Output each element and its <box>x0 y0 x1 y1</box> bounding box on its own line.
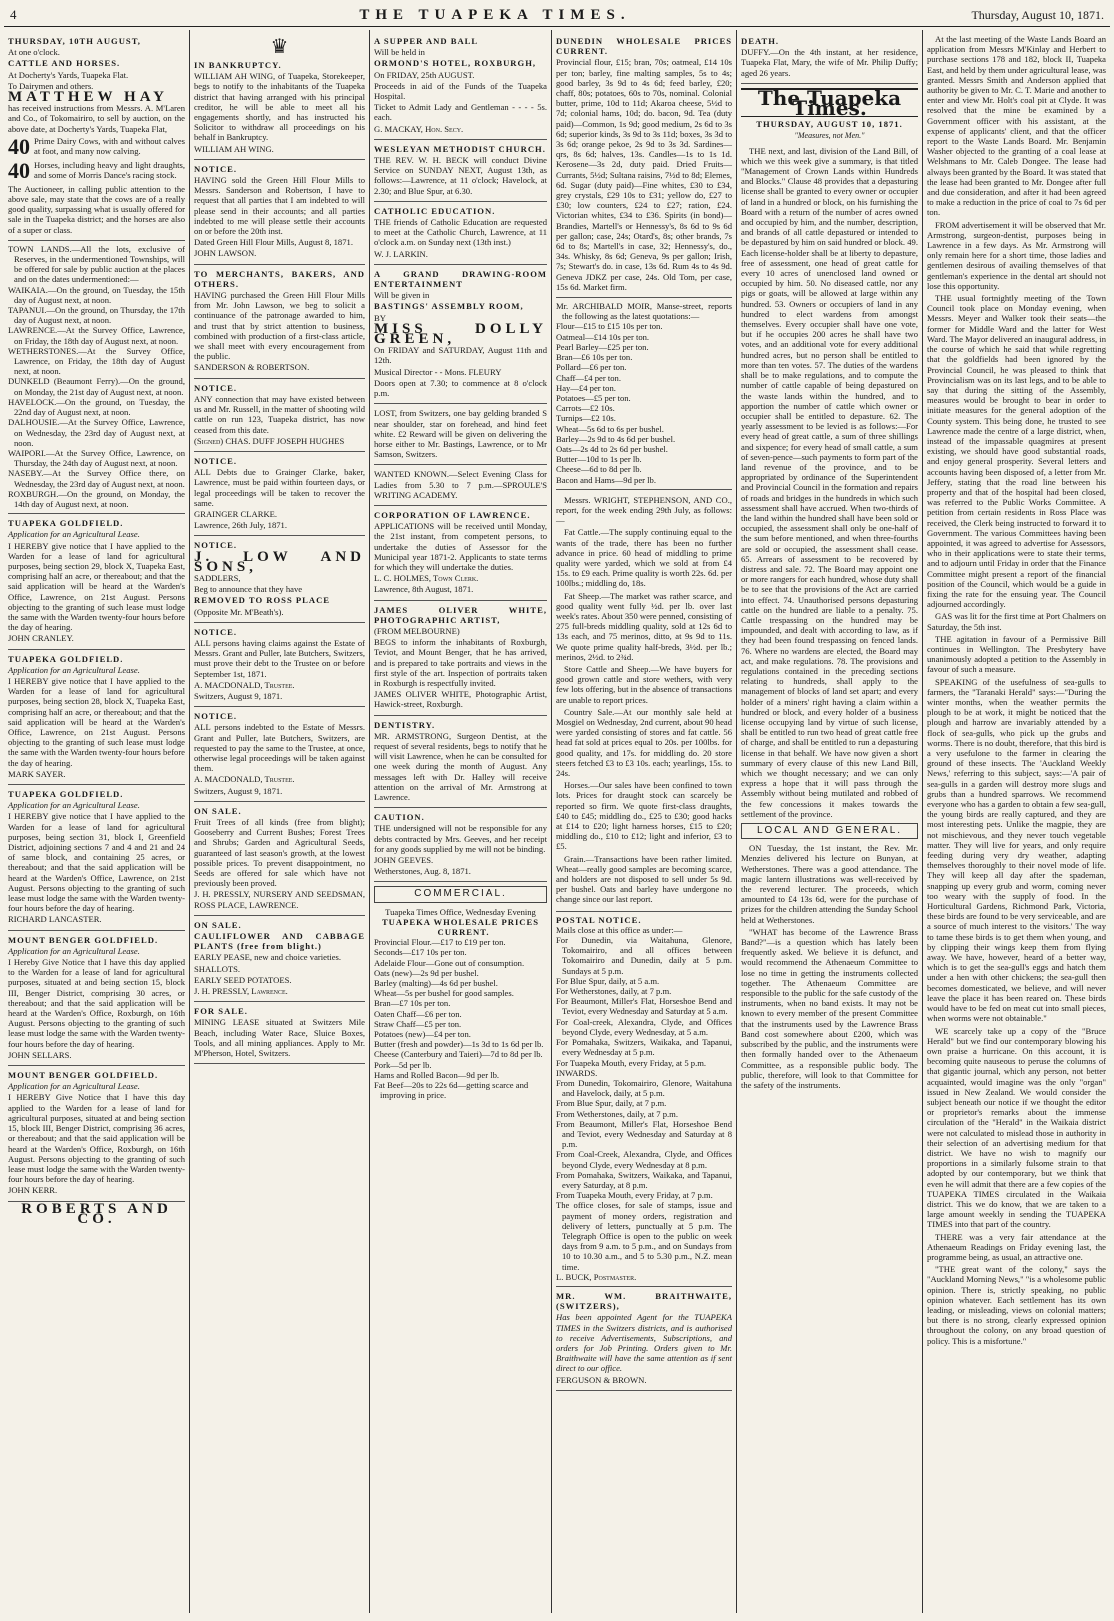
plants-sale <box>194 916 365 1002</box>
sale-shallots: SHALLOTS. <box>194 963 241 974</box>
report-paragraph: Horses.—Our sales have been confined to town lots. Prices for draught stock can scarcely be reported so firm. We quote first-class draughts, £40 to £45; middling do., £25 to £30; good hacks at £14 to £20; light harness horses, £15 to £20; middling do., £10 to £12; light and inferior, £3 to £5. <box>556 780 732 852</box>
price-item: Provincial Flour.—£17 to £19 per ton. <box>374 937 506 948</box>
notice-title: DEATH. <box>741 36 780 46</box>
town-lands-ad <box>8 241 185 514</box>
ad-line: Doors open at 7.30; to commence at 8 o'clock p.m. <box>374 377 547 399</box>
sale-body: MINING LEASE situated at Switzers Mile Beach, including Water Race, Sluice Boxes, Tools, and all mining appliances. Apply to Mr. M'Pherson, Hotel, Switzers. <box>194 1017 365 1059</box>
notice-title: MOUNT BENGER GOLDFIELD. <box>8 1070 159 1081</box>
postal-item: From Dunedin, Tokomairiro, Glenore, Waitahuna and Havelock, daily, at 5 p.m. <box>556 1077 732 1099</box>
ad-signature: L. C. HOLMES, Town Clerk. <box>374 573 479 584</box>
royal-crest-icon: ♛ <box>270 36 289 58</box>
column-6 <box>922 30 1110 1613</box>
notice-subtitle: Application for an Agricultural Lease. <box>8 800 140 811</box>
ad-line: Will be given in <box>374 290 430 301</box>
commercial-head: TUAPEKA WHOLESALE PRICES CURRENT. <box>381 916 540 938</box>
ad-signature: JOHN GEEVES. <box>374 855 434 866</box>
price-item: Potatoes (new)—£4 per ton. <box>374 1029 471 1040</box>
agent-notice <box>556 1287 732 1391</box>
notice-title: TUAPEKA GOLDFIELD. <box>8 789 124 799</box>
notice-body: I HEREBY give notice that I have applied to the Warden for a lease of land for agricultural purposes, being section 31, block I, Greenfield District, adjoining sections 7 and 4 and 21 and 24 of same block, and containing 25 acres, or thereabout; and that the said application will be heard at the Warden's Office, Lawrence, on 21st August. Persons objecting to the granting of such lease must lodge the same with the Warden twenty-four hours before the day of hearing. <box>8 811 185 914</box>
ad-date: Wetherstones, Aug. 8, 1871. <box>374 866 471 877</box>
notice-signature: WILLIAM AH WING. <box>194 143 274 154</box>
notice-signature: JOHN LAWSON. <box>194 248 257 259</box>
postal-item: For Wetherstones, daily, at 7 p.m. <box>556 986 672 997</box>
ad-title: CORPORATION OF LAWRENCE. <box>374 509 531 520</box>
notice-signature: JOHN SELLARS. <box>8 1049 72 1060</box>
quote-item: Carrots—£2 10s. <box>556 403 615 414</box>
postal-item: For Pomahaka, Switzers, Waikaka, and Tapanui, every Wednesday at 5 p.m. <box>556 1037 732 1058</box>
notice-signature: RICHARD LANCASTER. <box>8 914 102 925</box>
postal-item: From Beaumont, Miller's Flat, Horseshoe Bend and Teviot, every Wednesday and Saturday at 8 p.m. <box>556 1118 732 1150</box>
ad-line: Musical Director - - Mons. FLEURY <box>374 366 502 377</box>
notice-title: MOUNT BENGER GOLDFIELD. <box>8 934 159 945</box>
notice-signature: MARK SAYER. <box>8 768 66 779</box>
notice-title: NOTICE. <box>194 163 238 174</box>
ad-body: LOST, from Switzers, one bay gelding branded S near shoulder, star on forehead, and hind feet white. £2 Reward will be given on delivering the horse either to Mr. Bastings, Lawrence, or to Mr Samson, Switzers. <box>374 408 547 460</box>
lot-cows-text: Prime Dairy Cows, with and without calves at foot, and many now calving. <box>34 135 185 157</box>
ad-body: MR. ARMSTRONG, Surgeon Dentist, at the request of several residents, begs to notify that he will visit Lawrence, when he can be consulted for one week during the month of August. Any messages left with Dr. Halley will receive attention on the arrival of Mr. Armstrong at Lawrence. <box>374 730 547 802</box>
caution-ad <box>374 808 547 882</box>
quote-item: Oatmeal—£14 10s per ton. <box>556 331 650 342</box>
ad-title: CATHOLIC EDUCATION. <box>374 205 496 216</box>
local-general-news <box>741 843 918 1090</box>
column-4 <box>551 30 736 1613</box>
newspaper-page <box>4 4 1110 1613</box>
news-paragraph: ON Tuesday, the 1st instant, the Rev. Mr. Menzies delivered his lecture on Bunyan, at Wetherstones. There was a good attendance. The magic lantern illustrations was well-received by the reverend lecturer. The proceeds, which amounted to £4 13s 6d, were for the purchase of prizes for the children attending the Sunday School held at Wetherstones. <box>741 843 918 925</box>
claims-notice <box>194 623 365 707</box>
report-paragraph: Country Sale.—At our monthly sale held at Mosgiel on Wednesday, 2nd current, about 90 head were yarded consisting of stores and fat cattle. 56 head fat sold at prices equal to 20s. per 100lbs. for good quality, and 17s. for middling do. 20 store steers fetched £3 to £3 10s. each; yearlings, 15s. to 24s. <box>556 706 732 779</box>
benger-notice-2 <box>8 1066 185 1201</box>
ad-body: THE undersigned will not be responsible for any debts contracted by Mrs. Geeves, and her receipt for any goods supplied by me will not be binding. <box>374 823 547 854</box>
fruit-trees-sale <box>194 802 365 916</box>
price-item: Bran—£7 10s per ton. <box>374 998 451 1009</box>
ad-sub: (FROM MELBOURNE) <box>374 625 460 636</box>
quote-item: Chaff—£4 per ton. <box>556 372 621 383</box>
price-item: Oats (new)—2s 9d per bushel. <box>374 967 479 978</box>
saddlers-sub: (Opposite Mr. M'Beath's). <box>194 606 284 617</box>
town-item: HAVELOCK.—On the ground, on Tuesday, the 22nd day of August next, at noon. <box>8 396 185 418</box>
sale-signature: J. H. PRESSLY, Lawrence. <box>194 986 288 997</box>
news-paragraph: THE agitation in favour of a Permissive Bill continues in Wellington. The Presbytery have unanimously adopted a petition to the Assembly in favour of such a measure. <box>927 633 1106 675</box>
notice-body: ANY connection that may have existed between us and Mr. Russell, in the matter of shooting wild cattle on run 123, Tuapeka district, has now ceased from this date. <box>194 393 365 435</box>
postal-item: From Wetherstones, daily, at 7 p.m. <box>556 1108 678 1119</box>
lot-cows <box>8 133 185 159</box>
notice-date: Switzers, August 9, 1871. <box>194 690 283 701</box>
postal-item: From Pomahaka, Switzers, Waikaka, and Tapanui, every Saturday, at 8 p.m. <box>556 1169 732 1190</box>
quote-item: Flour—£15 to £15 10s per ton. <box>556 321 663 332</box>
sale-title: FOR SALE. <box>194 1006 248 1017</box>
notice-title: NOTICE. <box>194 382 238 393</box>
lot-horses-text: Horses, including heavy and light draughts, and some of Morris Dance's racing stock. <box>34 159 185 181</box>
lot-horses <box>8 157 185 183</box>
quote-item: Oats—2s 4d to 2s 6d per bushel. <box>556 443 668 454</box>
saddlers-body: Beg to announce that they have <box>194 584 303 595</box>
notice-signature: (Signed) CHAS. DUFF JOSEPH HUGHES <box>194 435 345 446</box>
bankruptcy-notice <box>194 32 365 160</box>
ad-title: CAUTION. <box>374 812 425 823</box>
notice-subtitle: Application for an Agricultural Lease. <box>8 664 140 675</box>
notice-body: I HEREBY give notice that I have applied to the Warden for a lease of land for agricultural purposes, being section 29, block X, Tuapeka East, comprising half an acre, or thereabout; and that the said application will be heard at the Warden's Office, Lawrence, on 21st August. Persons objecting to the granting of such lease must lodge the same with the Warden twenty-four hours before the day of hearing. <box>8 540 185 633</box>
cattle-auction-ad <box>8 32 185 241</box>
postal-notice <box>556 912 732 1287</box>
issue-date: Thursday, August 10, 1871. <box>971 7 1104 22</box>
postal-item: For Blue Spur, daily, at 5 a.m. <box>556 975 660 986</box>
goldfield-notice-1 <box>8 514 185 649</box>
report-intro: Messrs. WRIGHT, STEPHENSON, AND CO., report, for the week ending 29th July, as follows:— <box>556 494 732 526</box>
quote-item: Hay—£4 per ton. <box>556 382 616 393</box>
lot-cows-count: 40 <box>8 133 30 159</box>
section-body: Provincial flour, £15; bran, 70s; oatmeal, £14 10s per ton; barley, fine malting samples, 5s to 4s; good barley, 3s 9d to 4s 6d; feed barley, £20; chaff, 80s; potatoes, 60s to 70s, nominal. Colonial butter, prime, 10d to 11d; Akaroa cheese, 5½d to 7d; colonial hams, 10d; do. bacon, 9d. Tea (duty paid)—Common, 1s 9d; good medium, 2s 6d to 3s 6d; superior kinds, 3s 9d to 3s 11d; boxes, 3s 3d to 3s 6d; orange pekoe, 2s 9d to 3s 3d. Sardines—qrs, 8s 6d; halves, 13s. Candles—1s to 1s 1d. Kerosene—3s 2d, duty paid. Dried Fruits—Currants, 5½d; Sultana raisins, 7½d to 8d; Elemes, 6d. Sugar (duty paid)—Fine whites, £30 to £34, grey crystals, £29 10s to £31; yellow do, £27 to £30; low counters, £24 to £27; ration, £24. Victorian whites, £34 to £36. Spirits (in bond)—Brandies, Martell's or Hennessy's, 8s 6d to 9s 6d per gallon; case, 24s; Otard's, 8s; other brands, 7s 6d to 8s; Martell's in case, 32; Hennessy's, do., 34s. Whisky, 8s 6d; Geneva, 9s per gallon; Irish, 7s; Stewart's do. in case, 13s 6d. Rum 4s to 4s 9d. Geneva JDKZ per case, 24s. Old Tom, per case, 15s 6d. Market firm. <box>556 57 732 292</box>
agent-name: MR. WM. BRAITHWAITE, (SWITZERS), <box>556 1290 732 1312</box>
notice-title: TUAPEKA GOLDFIELD. <box>8 518 124 529</box>
local-general-header: LOCAL AND GENERAL. <box>741 823 918 839</box>
news-paragraph: FROM advertisement it will be observed that Mr. Armstrong, surgeon-dentist, purposes being in Lawrence in a few days. As Mr. Armstrong will only remain here for a short time, those ladies and gentlemen desirous of availing themselves of that gentleman's experience in the dental art should not lose this opportunity. <box>927 219 1106 291</box>
notice-body: I HEREBY give notice that I have applied to the Warden for a lease of land for agricultural purposes, being section 28, block X, Tuapeka East, comprising half an acre, or thereabout; and that the said application will be heard at the Warden's Office, Lawrence, on 21st August. Persons objecting to the granting of such lease must lodge the same with the Warden twenty-four hours before the day of hearing. <box>8 675 185 768</box>
price-item: Pork—5d per lb. <box>374 1059 432 1070</box>
news-paragraph: "THE great want of the colony," says the "Auckland Morning News," "is a wholesome public opinion. There is, strictly speaking, no public opinion whatever. Each settlement has its own leading, or misleading, views on colonial matters; but there is no strong, clearly expressed opinion throughout the colony, on any broad question of policy. This is a misfortune." <box>927 1264 1106 1346</box>
saddlers-removed: REMOVED TO ROSS PLACE <box>194 595 331 606</box>
ad-signature: W. J. LARKIN. <box>374 248 428 259</box>
mining-lease-sale <box>194 1002 365 1064</box>
benger-notice-1 <box>8 931 185 1066</box>
roberts-ad: ROBERTS AND CO. <box>21 1200 172 1227</box>
lot-horses-count: 40 <box>8 157 30 183</box>
town-lands-intro: TOWN LANDS.—All the lots, exclusive of Reserves, in the undermentioned Townships, will be offered for sale by public auction at the places and on the dates undermentioned:— <box>8 243 185 285</box>
auction-place: At Docherty's Yards, Tuapeka Flat. <box>8 69 129 80</box>
town-item: DALHOUSIE.—At the Survey Office, Lawrence, on Wednesday, the 23rd day of August next, at noon. <box>8 417 185 448</box>
editorial-motto: "Measures, not Men." <box>794 131 865 141</box>
column-1 <box>4 30 189 1613</box>
price-item: Seconds—£17 10s per ton. <box>374 947 467 958</box>
article-body: THE next, and last, division of the Land Bill, of which we this week give a summary, is that titled "Management of Crown Lands within Hundreds and Blocks." Clause 48 provides that a depasturing license shall be granted to every owner or occupier of land in a hundred or block, on his furnishing the Board with a return of the number of acres owned and occupied by him, and the number, description, and brands of all cattle depastured or intended to be depastured by him on said hundred or block. 49. Each license-holder shall be at liberty to depasture, free of assessment, one head of great cattle for every 10 acres of unenclosed land owned or occupied by him. 50. No diseased cattle, nor any pigs or goats, will be allowed at large within any hundred. 53. Owners or occupiers of land in any hundred to elect wardens from amongst themselves. Every occupier shall have one vote, but if he occupies 200 acres he shall have two votes, and an additional vote for every additional hundred acres, but no person shall be entitled to more than ten votes. 57. The duties of the wardens shall be to make regulations, and to compute the number of cattle capable of being depastured on the waste lands within the hundred, and to apportion the number of cattle which owner or occupier shall be entitled to depasture. 62. The yearly assessment to be levied is as follows:—For every head of great cattle, a sum of three shillings and sixpence; for every head of small cattle, a sum of seven-pence—such payments to form part of the land revenue of the province, and to be appropriated by ordinance of the Superintendent and Provincial Council in the formation and repairs of roads and bridges in the hundreds in which such assessment shall have accrued. When two-thirds of the land within the hundred shall have been sold or occupied, the assessment shall only be one-half of the sum before mentioned, and when three-fourths are sold or occupied, the assessment shall cease. 65. Arrears of assessment to be recovered by distress and sale. 72. The Board may appoint one or more rangers for each hundred, whose duty shall be to see that the provisions of the Act are carried into effect. 74. Unauthorised persons depasturing cattle on the hundred are liable to a penalty. 75. Cattle trespassing on the hundred may be impounded, and dealt with according to law, as if they had been found trespassing on fenced lands. 76. Where no wardens are elected, the Board may act, and make regulations. 78. The provisions and regulations contained in the preceding sections relating to hundreds, shall apply to the management of blocks of land set apart; and every holder of a miners' right having a claim within a hundred or block, and every holder of a business license occupying land by virtue of such license, shall be entitled to run two head of great cattle free of charge, and shall be entitled to run a depasturing license in that behalf. We have now given a short summary of every clause of this new Land Bill, which we thought necessary; and we can only express a hope that it will pass through the Assembly without being mutilated and robbed of the few concessions it makes towards the settlement of the province. <box>741 145 918 819</box>
notice-signature: SANDERSON & ROBERTSON. <box>194 362 310 373</box>
notice-body: I Hereby Give Notice that I have this day applied to the Warden for a lease of land for agricultural purposes, situated at and being section 15, block III, Benger District, comprising 30 acres, or thereabout; and that the said application will be heard at the Warden's Office, Roxburgh, on 16th August. Persons objecting to the granting of such lease must lodge the same with the Warden twenty-four hours before the day of hearing. <box>8 957 185 1049</box>
notice-subtitle: Application for an Agricultural Lease. <box>8 1081 140 1092</box>
postal-item: For Coal-creek, Alexandra, Clyde, and Offices beyond Clyde, every Wednesday, at 5 a.m. <box>556 1016 732 1037</box>
dunedin-prices <box>556 32 732 298</box>
quote-item: Potatoes—£5 per ton. <box>556 392 631 403</box>
town-item: DUNKELD (Beaumont Ferry).—On the ground, on Monday, the 21st day of August next, at noon. <box>8 376 185 397</box>
catholic-ad <box>374 202 547 265</box>
quote-item: Barley—2s 9d to 4s 6d per bushel. <box>556 433 676 444</box>
report-paragraph: Grain.—Transactions have been rather limited. Wheat—really good samples are becoming scarce, and holders are not disposed to sell under 5s 9d. per bushel. Oats and barley have undergone no change since our last report. <box>556 853 732 905</box>
stock-report <box>556 490 732 912</box>
postal-item: From Tuapeka Mouth, every Friday, at 7 p.m. <box>556 1190 713 1201</box>
ad-body: BEGS to inform the inhabitants of Roxburgh, Teviot, and Mount Benger, that he has arrived, and is prepared to take portraits and views in the first style of the art. Inspection of portraits taken in Roxburgh is respectfully invited. <box>374 637 547 688</box>
section-title: POSTAL NOTICE. <box>556 914 642 925</box>
section-intro: Mr. ARCHIBALD MOIR, Manse-street, reports the following as the latest quotations:— <box>556 301 732 322</box>
ad-title: A GRAND DRAWING-ROOM ENTERTAINMENT <box>374 268 547 290</box>
merchants-notice <box>194 265 365 379</box>
sale-items: Fruit Trees of all kinds (free from blight); Gooseberry and Current Bushes; Forest Trees and Shrubs; Garden and Agricultural Seeds, guaranteed of last season's growth, at the lowest possible prices. To prevent disappointment, no Seeds are offered for sale which have not previously been proved. <box>194 817 365 889</box>
news-paragraph: THERE was a very fair attendance at the Athenaeum Readings on Friday evening last, the programme being, as usual, an attractive one. <box>927 1231 1106 1262</box>
sale-title: ON SALE. <box>194 805 242 816</box>
ad-title: A SUPPER AND BALL <box>374 36 479 46</box>
postal-item: From Blue Spur, daily, at 7 p.m. <box>556 1098 667 1109</box>
notice-title: NOTICE. <box>194 455 238 466</box>
notice-title: NOTICE. <box>194 711 238 722</box>
quote-item: Turnips—£2 10s. <box>556 413 616 424</box>
connection-notice <box>194 379 365 452</box>
ad-body: THE friends of Catholic Education are requested to meet at the Catholic Church, Lawrence, at 11 o'clock a.m. on Sunday next (13th inst.) <box>374 217 547 248</box>
postal-intro: Mails close at this office as under:— <box>556 924 683 935</box>
postal-inwards: INWARDS. <box>556 1067 598 1078</box>
notice-body: ALL Debts due to Grainger Clarke, baker, Lawrence, must be paid within fourteen days, or legal proceedings will be taken to recover the same. <box>194 467 365 508</box>
goldfield-notice-3 <box>8 785 185 931</box>
price-item: Hams and Rolled Bacon—9d per lb. <box>374 1069 500 1080</box>
death-notice <box>741 32 918 84</box>
ad-body: APPLICATIONS will be received until Monday, the 21st instant, from competent persons, to undertake the duties of Assessor for the Municipal year 1871-2. Applicants to state terms for which they will undertake the duties. <box>374 521 547 572</box>
page-number: 4 <box>10 7 19 22</box>
notice-subtitle: Application for an Agricultural Lease. <box>8 529 140 540</box>
quote-item: Bacon and Hams—9d per lb. <box>556 474 656 485</box>
town-item: WAIKAIA.—On the ground, on Tuesday, the 15th day of August next, at noon. <box>8 284 185 305</box>
news-paragraph: THE usual fortnightly meeting of the Town Council took place on Monday evening, when Messrs. Meyer and Walker took their seats—the former for Middle Ward and the latter for West Ward. The Mayor delivered an inaugural address, in the course of which he said that while regretting that the goldfields had been ignored by the Provincial Council, he was pleased to think that Provincialism was on its last legs, and to be able to say that during the sitting of the Assembly, measures would be brought to bear in order to initiate measures for the general adoption of the County system. This being done, he trusted to see Lawrence made the centre of a large district, when, instead of the impassable quagmires at present existing, we should have good substantial roads, and enjoy general prosperity. Several letters and accounts having been disposed of, a letter from Mr. Jeffery, stating that the road line between his property and that of the hospital had been closed, was referred to the Public Works Committee. A petition from certain residents in Ross Place was received, the Clerk being instructed to forward it to Government. The various Committees having been appointed, it was agreed to advertise for Assessors, who in their applications were to state their terms, and to adjourn until Friday in order that the Finance Committee might present a report of the financial position of the Council, which would be a guide in fixing the rate for the ensuing year. The Council adjourned accordingly. <box>927 293 1106 610</box>
ad-signature: G. MACKAY, Hon. Secy. <box>374 123 464 134</box>
price-item: Cheese (Canterbury and Taieri)—7d to 8d per lb. <box>374 1049 543 1060</box>
commercial-sub: Tuapeka Times Office, Wednesday Evening <box>385 906 536 917</box>
moir-quotations <box>556 298 732 490</box>
indebted-notice <box>194 707 365 802</box>
news-paragraph: At the last meeting of the Waste Lands Board an application from Messrs M'Kinlay and Herbert to purchase sections 178 and 182, block II, Tuapeka East, and held by them under agricultural lease, was granted. Messrs Smith and Anderson applied that authority be given to Mr. C. T. Marie and another to enter and view Mr. Holt's coal pit at Clyde. It was resolved that the mine be examined by a Government officer with his assistant, at the expense of applicants' client, and that the officer report to the Waste Lands Board. Mr. Benjamin Washer objected to the granting of a coal lease at Welshmans to Mr. Caleb Dongee. The lease had always been granted by the Board. It was stated that the lease had been granted to Mr. Dongee after full and due consideration, and after it had been agreed to make a reduction in the price of coal to 7s 6d per ton. <box>927 34 1106 218</box>
price-item: Wheat—5s per bushel for good samples. <box>374 988 514 999</box>
sale-potatoes: EARLY SEED POTATOES. <box>194 974 292 985</box>
news-paragraph: SPEAKING of the usefulness of sea-gulls to farmers, the "Taranaki Herald" says:—"During the winter months, when the weather permits the plough to be at work, it might be noticed that the plough and harrow are invariably attended by a flock of sea-gulls, who pick up the grubs and worms. There is no doubt, therefore, that this bird is a very usefulone to the farmer in clearing the ground of these insects. The 'Auckland Weekly News,' referring to this subject, says:—'A pair of sea-gulls in a garden will destroy more slugs and grubs than a hundred sparrows. We recommend everyone who has a garden to obtain a few sea-gull, the young birds are really captured, and they are most interesting pets. Unlike the magpie, they are not mischievous, and they never touch vegetable matter. They will live for years, and only require feeding during very dry weather, adapting themselves thoroughly to their novel mode of life. They will keep all day after the spademan, snapping up every grub and worm, coming never too weary with the supply of food. In the Horticultural Gardens, Richmond Park, Victoria, these birds are found to be very serviceable, and are a source of much interest to the visitors.' The way to tame these birds is to get them when young, and by clipping their wings keep them from flying away. We have, however, heard of a better way, which is to get the sea-gull's eggs and hatch them under a hen with other chickens; the sea-gull then becomes domesticated, we believe, and will never leave the place it has been reared on. These birds would have to be fed on meat cut into small pieces, when worms were not obtainable." <box>927 676 1106 1024</box>
ad-title: JAMES OLIVER WHITE, PHOTOGRAPHIC ARTIST, <box>374 604 547 625</box>
saddlers-name: J. LOW AND SONS, <box>194 548 365 575</box>
sale-title: ON SALE. <box>194 919 242 930</box>
entertainment-ad <box>374 265 547 404</box>
sale-signature: J. H. PRESSLY, NURSERY AND SEEDSMAN, ROSS PLACE, LAWRENCE. <box>194 889 365 910</box>
price-item: Butter (fresh and powder)—1s 3d to 1s 6d per lb. <box>374 1039 544 1050</box>
photographer-ad <box>374 601 547 716</box>
performer-name: MISS DOLLY GREEN, <box>374 320 547 348</box>
newspaper-title: THE TUAPEKA TIMES. <box>359 6 631 23</box>
wesleyan-ad <box>374 140 547 202</box>
ad-body: WANTED KNOWN.—Select Evening Class for Ladies from 5.30 to 7 p.m.—SPROULE'S WRITING ACADEMY. <box>374 469 547 500</box>
column-5 <box>736 30 922 1613</box>
price-item: Oaten Chaff—£6 per ton. <box>374 1008 462 1019</box>
ad-line: On FRIDAY and SATURDAY, August 11th and 12th. <box>374 345 547 366</box>
ad-line: Will be held in <box>374 47 425 58</box>
agent-body: Has been appointed Agent for the TUAPEKA TIMES in the Switzers districts, and is authorised to receive Advertisements, Subscriptions, and orders for Job Printing. Orders given to Mr. Braithwaite will have the same attention as if sent direct to our office. <box>556 1312 732 1374</box>
notice-date: Lawrence, 26th July, 1871. <box>194 520 287 531</box>
ad-line: On FRIDAY, 25th AUGUST. <box>374 69 475 80</box>
notice-signature: GRAINGER CLARKE. <box>194 508 278 519</box>
editorial-date: THURSDAY, AUGUST 10, 1871. <box>756 119 903 130</box>
notice-body: HAVING purchased the Green Hill Flour Mills from Mr. John Lawson, we beg to solicit a continuance of the patronage awarded to him, and trust that by strict attention to business, combined with production of a first-class article, we shall meet with every encouragement from the public. <box>194 290 365 362</box>
price-item: Fat Beef—20s to 22s 6d—getting scarce and improving in price. <box>374 1080 529 1101</box>
debts-notice <box>194 452 365 536</box>
ad-signature: JAMES OLIVER WHITE, Photographic Artist, Hawick-street, Roxburgh. <box>374 689 547 710</box>
ad-line: BASTINGS' ASSEMBLY ROOM, <box>374 301 524 312</box>
news-items <box>927 34 1106 1346</box>
flour-mill-notice <box>194 160 365 265</box>
price-item: Adelaide Flour—Gone out of consumption. <box>374 957 525 968</box>
quote-item: Bran—£6 10s per ton. <box>556 352 633 363</box>
quote-item: Butter—10d to 1s per lb. <box>556 454 642 465</box>
ad-line: ORMOND'S HOTEL, ROXBURGH, <box>374 58 537 69</box>
notice-title: TUAPEKA GOLDFIELD. <box>8 653 124 664</box>
leading-article <box>741 146 918 819</box>
town-item: NASEBY.—At the Survey Office there, on Wednesday, the 23rd day of August next, at noon. <box>8 468 185 489</box>
notice-title: TO MERCHANTS, BAKERS, AND OTHERS. <box>194 268 365 289</box>
ad-line: BY <box>374 312 386 323</box>
notice-title: IN BANKRUPTCY. <box>194 60 282 70</box>
postal-item: For Beaumont, Miller's Flat, Horseshoe Bend and Teviot, every Wednesday and Saturday at 5 a.m. <box>556 996 732 1017</box>
ad-body: THE REV. W. H. BECK will conduct Divine Service on SUNDAY NEXT, August 13th, as follows:—Lawrence, at 11 o'clock; Havelock, at 2.30; and Blue Spur, at 6.30. <box>374 155 547 196</box>
notice-date: Dated Green Hill Flour Mills, August 8, 1871. <box>194 237 353 248</box>
auction-body: has received instructions from Messrs. A. M'Laren and Co., of Tokomairiro, to sell by auction, on the above date, at Docherty's Yards, Tuapeka Flat, <box>8 103 185 134</box>
auctioneer-name: MATTHEW HAY <box>8 89 168 106</box>
sale-plants: CAULIFLOWER AND CABBAGE PLANTS (free from blight.) <box>194 931 365 952</box>
price-item: Barley (malting)—4s 6d per bushel. <box>374 978 498 989</box>
quote-item: Cheese—6d to 8d per lb. <box>556 464 642 475</box>
lost-horse-ad <box>374 404 547 465</box>
columns <box>4 30 1110 1613</box>
town-item: LAWRENCE.—At the Survey Office, Lawrence, on Friday, the 18th day of August next, at noon. <box>8 325 185 346</box>
report-paragraph: Store Cattle and Sheep.—We have buyers for good grown cattle and store wethers, with very few lots offering, but in the absence of transactions are unable to report prices. <box>556 663 732 705</box>
news-paragraph: GAS was lit for the first time at Port Chalmers on Saturday, the 5th inst. <box>927 611 1106 632</box>
ad-date: Lawrence, 8th August, 1871. <box>374 584 474 595</box>
ad-line: Ticket to Admit Lady and Gentleman - - - - 5s. each. <box>374 102 547 123</box>
notice-body: ALL persons indebted to the Estate of Messrs. Grant and Puller, late Butchers, Switzers, are requested to pay the same to the Trustee, at once, otherwise legal proceedings will be taken against them. <box>194 722 365 774</box>
saddlers-notice <box>194 536 365 622</box>
column-2 <box>189 30 369 1613</box>
postal-item: From Coal-Creek, Alexandra, Clyde, and Offices beyond Clyde, every Wednesday at 8 p.m. <box>556 1149 732 1170</box>
notice-body: DUFFY.—On the 4th instant, at her residence, Tuapeka Flat, Mary, the wife of Mr. Philip Duffy; aged 26 years. <box>741 47 918 78</box>
notice-title: NOTICE. <box>194 626 238 637</box>
section-title: DUNEDIN WHOLESALE PRICES CURRENT. <box>556 36 732 57</box>
wanted-known-ad <box>374 465 547 506</box>
postal-item: For Dunedin, via Waitahuna, Glenore, Tokomairiro, and all offices between Tokomairiro and Dunedin, daily at 5 p.m. Sundays at 5 p.m. <box>556 935 732 976</box>
sale-pease: EARLY PEASE, new and choice varieties. <box>194 952 342 963</box>
corporation-ad <box>374 506 547 601</box>
auction-date: THURSDAY, 10TH AUGUST, <box>8 36 141 46</box>
postal-item: For Tuapeka Mouth, every Friday, at 5 p.m. <box>556 1057 707 1068</box>
auction-heading: CATTLE AND HORSES. <box>8 58 121 69</box>
auction-note: The Auctioneer, in calling public attention to the above sale, may state that the cows are of a really good quality, surpassing what is usually offered for sale in the Tuapeka district; and the horses are also of a super or class. <box>8 183 185 235</box>
saddlers-trade: SADDLERS, <box>194 572 241 583</box>
notice-body: ALL persons having claims against the Estate of Messrs. Grant and Puller, late Butchers, Switzers, must prove their debt to the Trustee on or before September 1st, 1871. <box>194 637 365 679</box>
dentistry-ad <box>374 716 547 809</box>
report-paragraph: Fat Sheep.—The market was rather scarce, and good quality went fully ½d. per lb. over last week's rates. About 350 were penned, consisting of 275 full-breds middling quality, sold at 12s 6d to 13s each, and 75 merinos, ditto, at 9s 9d to 11s. We quote prime quality half-breds, 3½d. per lb.; merinos, 2½d. to 2¾d. <box>556 590 733 662</box>
report-paragraph: Fat Cattle.—The supply continuing equal to the wants of the trade, there has been no further advance in price. 60 head of middling to prime quality were yarded, which we sold at from £4 15s. to £9 each. Prime quality is worth 22s. 6d. per 100lbs.; middling do, 18s. <box>556 527 732 589</box>
postal-note: The office closes, for sale of stamps, issue and payment of money orders, registration and delivery of letters, punctually at 5 p.m. The Telegraph Office is open to the public on week days from 9 a.m. to 5 p.m., and on Sundays from 10 to 10.30 a.m., and 5 to 5.30 p.m., N.Z. mean time. <box>556 1200 732 1272</box>
ad-title: WESLEYAN METHODIST CHURCH. <box>374 143 546 154</box>
notice-signature: A. MACDONALD, Trustee. <box>194 774 295 785</box>
ad-title: DENTISTRY. <box>374 719 436 730</box>
ad-line: Proceeds in aid of the Funds of the Tuapeka Hospital. <box>374 80 547 102</box>
column-3 <box>369 30 551 1613</box>
quote-item: Pollard—£6 per ton. <box>556 362 627 373</box>
price-item: Straw Chaff—£5 per ton. <box>374 1018 462 1029</box>
notice-subtitle: Application for an Agricultural Lease. <box>8 945 140 956</box>
page-header <box>4 4 1110 27</box>
town-item: WETHERSTONES.—At the Survey Office, Lawrence, on Friday, the 18th day of August next, at noon. <box>8 345 185 377</box>
commercial-section-header: COMMERCIAL. <box>374 886 547 902</box>
town-item: WAIPORI.—At the Survey Office, Lawrence, on Thursday, the 24th day of August next, at noon. <box>8 447 185 469</box>
notice-signature: A. MACDONALD, Trustee. <box>194 679 295 690</box>
auction-to: To Dairymen and others. <box>8 80 94 91</box>
quote-item: Pearl Barley—£25 per ton. <box>556 341 649 352</box>
agent-signature: FERGUSON & BROWN. <box>556 1374 647 1385</box>
auction-time: At one o'clock. <box>8 47 60 58</box>
goldfield-notice-2 <box>8 650 185 785</box>
notice-signature: JOHN CRANLEY. <box>8 633 74 644</box>
town-item: ROXBURGH.—On the ground, on Monday, the 14th day of August next, at noon. <box>8 488 185 509</box>
notice-body: I HEREBY Give Notice that I have this day applied to the Warden for a lease of land for agricultural purposes, situated at and being section 15, block III, Benger District, comprising 36 acres, or thereabout; and that the said application will be heard at the Warden's Office, Roxburgh, on 16th August. Persons objecting to the granting of such lease must lodge the same with the Warden twenty-four hours before the day of hearing. <box>8 1092 185 1185</box>
notice-body: HAVING sold the Green Hill Flour Mills to Messrs. Sanderson and Robertson, I have to request that all parties that I am indebted to will please send in their accounts; and all parties indebted to me will please settle their accounts on or before the 20th inst. <box>194 175 365 237</box>
town-item: TAPANUI.—On the ground, on Thursday, the 17th day of August next, at noon. <box>8 305 185 326</box>
notice-title: NOTICE. <box>194 540 238 551</box>
postal-signature: L. BUCK, Postmaster. <box>556 1271 637 1282</box>
quote-item: Wheat—5s 6d to 6s per bushel. <box>556 423 664 434</box>
editorial-masthead: The Tuapeka Times. <box>741 88 918 117</box>
news-paragraph: WE scarcely take up a copy of the "Bruce Herald" but we find our contemporary blowing his own praise a hurricane. On this account, it is becoming quite nauseous to peruse the columns of that gigantic journal, which any person, not better acquainted, would imagine was the only "organ" issued in New Zealand. We would consider the subject beneath our notice if we thought the editor or proprietor's remarks about the immense circulation of the "Herald" in the Waikaia district were not calculated to mislead those in authority in their selection of an advertising medium for that district. We have no wish to magnify our proportions in a similarly fulsome strain to that adopted by our contemporary, but we think that even he will admit that there are a few copies of the TUAPEKA TIMES circulated in the Waikaia district. This we do know, that we are taken to a large amount weekly in sending the TUAPEKA TIMES into that part of the country. <box>927 1025 1106 1230</box>
supper-ball-ad <box>374 32 547 140</box>
commercial-prices <box>374 907 547 1101</box>
notice-date: Switzers, August 9, 1871. <box>194 785 283 796</box>
news-paragraph: "WHAT has become of the Lawrence Brass Band?"—is a question which has lately been frequently asked. We believe it is defunct, and would recommend the Athenaeum Committee to lose no time in getting the instruments collected together. The Athenaeum Committee are responsible to the public for the safe custody of the instruments, when no band exists. It may not be known to every member of the present Committee that the instruments used by the Lawrence Brass Band cost somewhere about £200, which was subscribed by the public, and the instruments were then formally handed over to the Athenaeum Committee, as a responsible public body. The public, therefore, will look to that Committee for the safety of the instruments. <box>741 926 918 1090</box>
notice-body: WILLIAM AH WING, of Tuapeka, Storekeeper, begs to notify to the inhabitants of the Tuapeka district that having arranged with his principal creditor, he will be able to meet all his engagements shortly, and has instructed his Solicitor to withdraw all proceedings on his behalf in Bankruptcy. <box>194 71 365 143</box>
notice-signature: JOHN KERR. <box>8 1185 58 1196</box>
